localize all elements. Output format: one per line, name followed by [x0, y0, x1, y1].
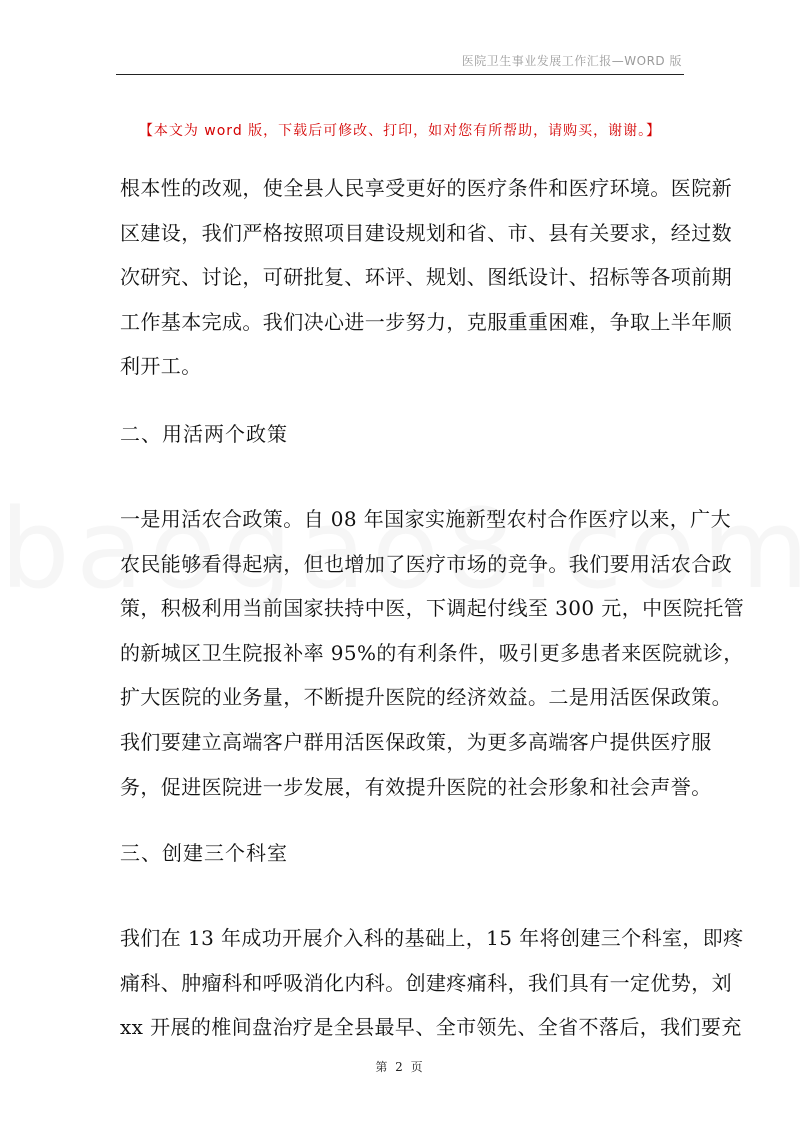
- text-line: 的新城区卫生院报补率 95%的有利条件，吸引更多患者来医院就诊，: [120, 640, 744, 665]
- text-line: 次研究、讨论，可研批复、环评、规划、图纸设计、招标等各项前期: [120, 265, 732, 290]
- paragraph-3: [120, 916, 744, 1050]
- paragraph-2: [120, 497, 745, 809]
- paragraph-1: [120, 166, 732, 389]
- page-number: 第 2 页: [375, 1060, 425, 1074]
- text-line: 一是用活农合政策。自 08 年国家实施新型农村合作医疗以来，广大: [120, 507, 731, 531]
- text-line: 区建设，我们严格按照项目建设规划和省、市、县有关要求，经过数: [120, 220, 732, 245]
- header-divider: [116, 74, 684, 75]
- text-line: xx 开展的椎间盘治疗是全县最早、全市领先、全省不落后，我们要充: [120, 1015, 742, 1040]
- text-line: 根本性的改观，使全县人民享受更好的医疗条件和医疗环境。医院新: [120, 176, 732, 200]
- download-notice: 【本文为 word 版，下载后可修改、打印，如对您有所帮助，请购买，谢谢。】: [138, 123, 662, 139]
- section-heading-2: 二、用活两个政策: [120, 422, 288, 446]
- text-line: 农民能够看得起病，但也增加了医疗市场的竞争。我们要用活农合政: [120, 551, 732, 576]
- text-line: 工作基本完成。我们决心进一步努力，克服重重困难，争取上半年顺: [120, 309, 732, 334]
- text-line: 我们在 13 年成功开展介入科的基础上，15 年将创建三个科室，即疼: [120, 926, 744, 950]
- text-line: 痛科、肿瘤科和呼吸消化内科。创建疼痛科，我们具有一定优势，刘: [120, 970, 732, 995]
- text-line: 利开工。: [120, 354, 202, 379]
- section-heading-3: 三、创建三个科室: [120, 841, 288, 865]
- text-line: 策，积极利用当前国家扶持中医，下调起付线至 300 元，中医院托管: [120, 596, 745, 621]
- text-line: 我们要建立高端客户群用活医保政策，为更多高端客户提供医疗服: [120, 729, 712, 754]
- text-line: 扩大医院的业务量，不断提升医院的经济效益。二是用活医保政策。: [120, 685, 732, 710]
- text-line: 务，促进医院进一步发展，有效提升医院的社会形象和社会声誉。: [120, 774, 712, 799]
- page-header-title: 医院卫生事业发展工作汇报—WORD 版: [461, 54, 682, 68]
